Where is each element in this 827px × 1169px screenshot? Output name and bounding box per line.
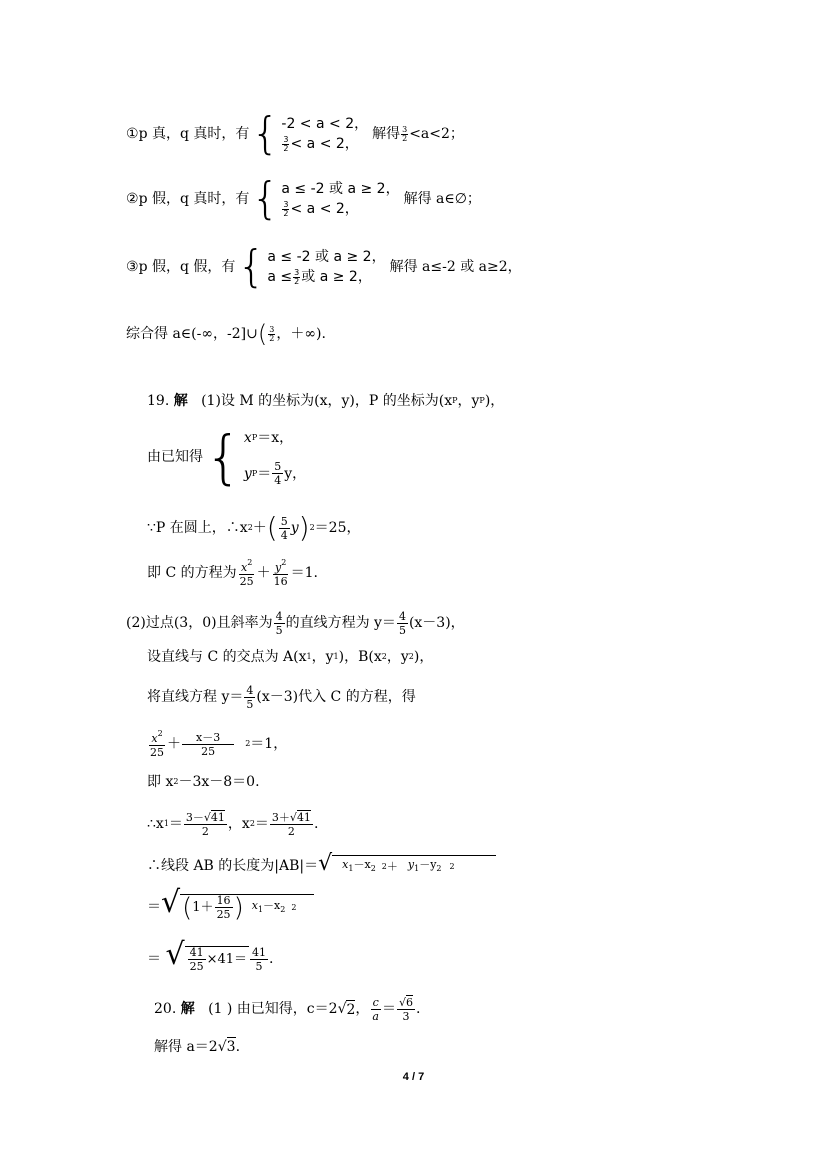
length-step-2: ＝ √ ( 1＋ $\frac{16}{25}$ ) $x_1-x_2$ 2 bbox=[147, 887, 314, 927]
conclusion: 综合得 a∈(-∞，-2]∪ ( $\frac{3}{2}$ ，＋∞). bbox=[126, 320, 326, 348]
case-3-solution: 解得 a≤-2 或 a≥2， bbox=[389, 259, 522, 275]
problem-19-known: 由已知得 { x P ＝x， y P ＝ $\frac{5}{4}$ y， bbox=[147, 423, 307, 491]
substitute: 将直线方程 y＝ $\frac{4}{5}$ (x－3)代入 C 的方程，得 bbox=[147, 683, 416, 711]
case-1-row-2: $\frac{3}{2}$ < a < 2， bbox=[283, 134, 359, 153]
brace-icon: { bbox=[205, 423, 242, 491]
case-1-solution: 解得 bbox=[372, 126, 401, 142]
case-2-system bbox=[281, 179, 399, 219]
case-2-row-2: $\frac{3}{2}$ < a < 2， bbox=[283, 199, 359, 218]
page-number: 4 / 7 bbox=[402, 1071, 425, 1083]
problem-19-header: 19. 解 (1)设 M 的坐标为(x，y)，P 的坐标为(x P ，y P )， bbox=[147, 393, 505, 409]
length-ab: ∴线段 AB 的长度为|AB|＝ √ $x_1-x_2$ 2 ＋ $y_1-y_2$ 2 bbox=[147, 853, 496, 879]
case-2-row-1: a ≤ -2 或 a ≥ 2， bbox=[281, 181, 400, 197]
sqrt-icon: √ ( 1＋ $\frac{16}{25}$ ) $x_1-x_2$ 2 bbox=[161, 894, 314, 920]
intersection: 设直线与 C 的交点为 A(x 1 ，y 1 )，B(x 2 ，y 2 )， bbox=[147, 649, 434, 665]
brace-icon: { bbox=[251, 108, 280, 159]
problem-20-header: 20. 解 (1 ) 由已知得，c＝2 √ 2 ， $\frac{c}{a}$ ＝ $\frac{√6}{3}$ . bbox=[154, 995, 421, 1023]
sqrt-icon: √ $x_1-x_2$ 2 ＋ $y_1-y_2$ 2 bbox=[318, 855, 496, 878]
case-3 bbox=[126, 241, 522, 292]
case-1-solution-range: <a<2； bbox=[409, 126, 464, 142]
brace-icon: { bbox=[251, 173, 280, 224]
on-circle: ∵P 在圆上，∴x 2 ＋ ( $\frac{5}{4}$ y ) 2 ＝25， bbox=[147, 511, 361, 544]
case-2 bbox=[126, 173, 481, 224]
sqrt-icon: √ $\frac{41}{25}$ ×41＝ bbox=[165, 937, 248, 973]
case-3-system bbox=[267, 247, 385, 287]
case-1-system bbox=[281, 114, 368, 154]
case-2-solution: 解得 a∈∅； bbox=[403, 191, 481, 207]
case-2-text: p 假，q 真时，有 bbox=[138, 191, 250, 207]
equation-1: $\frac{x^2}{25}$ ＋ $\frac{x-3}{25}$ 2 ＝1， bbox=[150, 729, 288, 759]
known-row-2: y P ＝ $\frac{5}{4}$ y， bbox=[243, 460, 307, 487]
roots: ∴x 1 ＝ $\frac{3-√41}{2}$ ，x 2 ＝ $\frac{3+√41}{2}$ . bbox=[147, 810, 319, 838]
case-2-label: ② bbox=[126, 191, 139, 207]
case-3-text: p 假，q 假，有 bbox=[138, 259, 236, 275]
case-1-row-1: -2 < a < 2， bbox=[281, 116, 369, 132]
known-row-1: x P ＝x， bbox=[243, 430, 294, 446]
equation-c: 即 C 的方程为 $\frac{x^2}{25}$ ＋ $\frac{y^2}{16}$ ＝1. bbox=[147, 558, 318, 588]
length-step-3: ＝ √ $\frac{41}{25}$ ×41＝ $\frac{41}{5}$ . bbox=[147, 937, 274, 973]
equation-2: 即 x 2 －3x－8＝0. bbox=[147, 774, 260, 790]
problem-20-solution: 解得 a＝2 √ 3 . bbox=[154, 1038, 241, 1055]
part-2-line: (2)过点(3，0)且斜率为 $\frac{4}{5}$ 的直线方程为 y＝ $\frac{4}{5}$ (x－3)， bbox=[126, 609, 465, 637]
case-3-label: ③ bbox=[126, 259, 139, 275]
case-3-row-2: a ≤ $\frac{3}{2}$ 或 a ≥ 2， bbox=[267, 267, 372, 286]
brace-icon: { bbox=[237, 241, 266, 292]
case-1-label: ① bbox=[126, 126, 139, 142]
case-1-text: p 真，q 真时，有 bbox=[138, 126, 250, 142]
case-3-row-1: a ≤ -2 或 a ≥ 2， bbox=[267, 249, 386, 265]
case-1: ① p 真，q 真时，有 { -2 < a < 2， $\frac{3}{2}$ < a < 2， 解得 $\frac{3}{2}$ <a<2； bbox=[126, 108, 464, 159]
